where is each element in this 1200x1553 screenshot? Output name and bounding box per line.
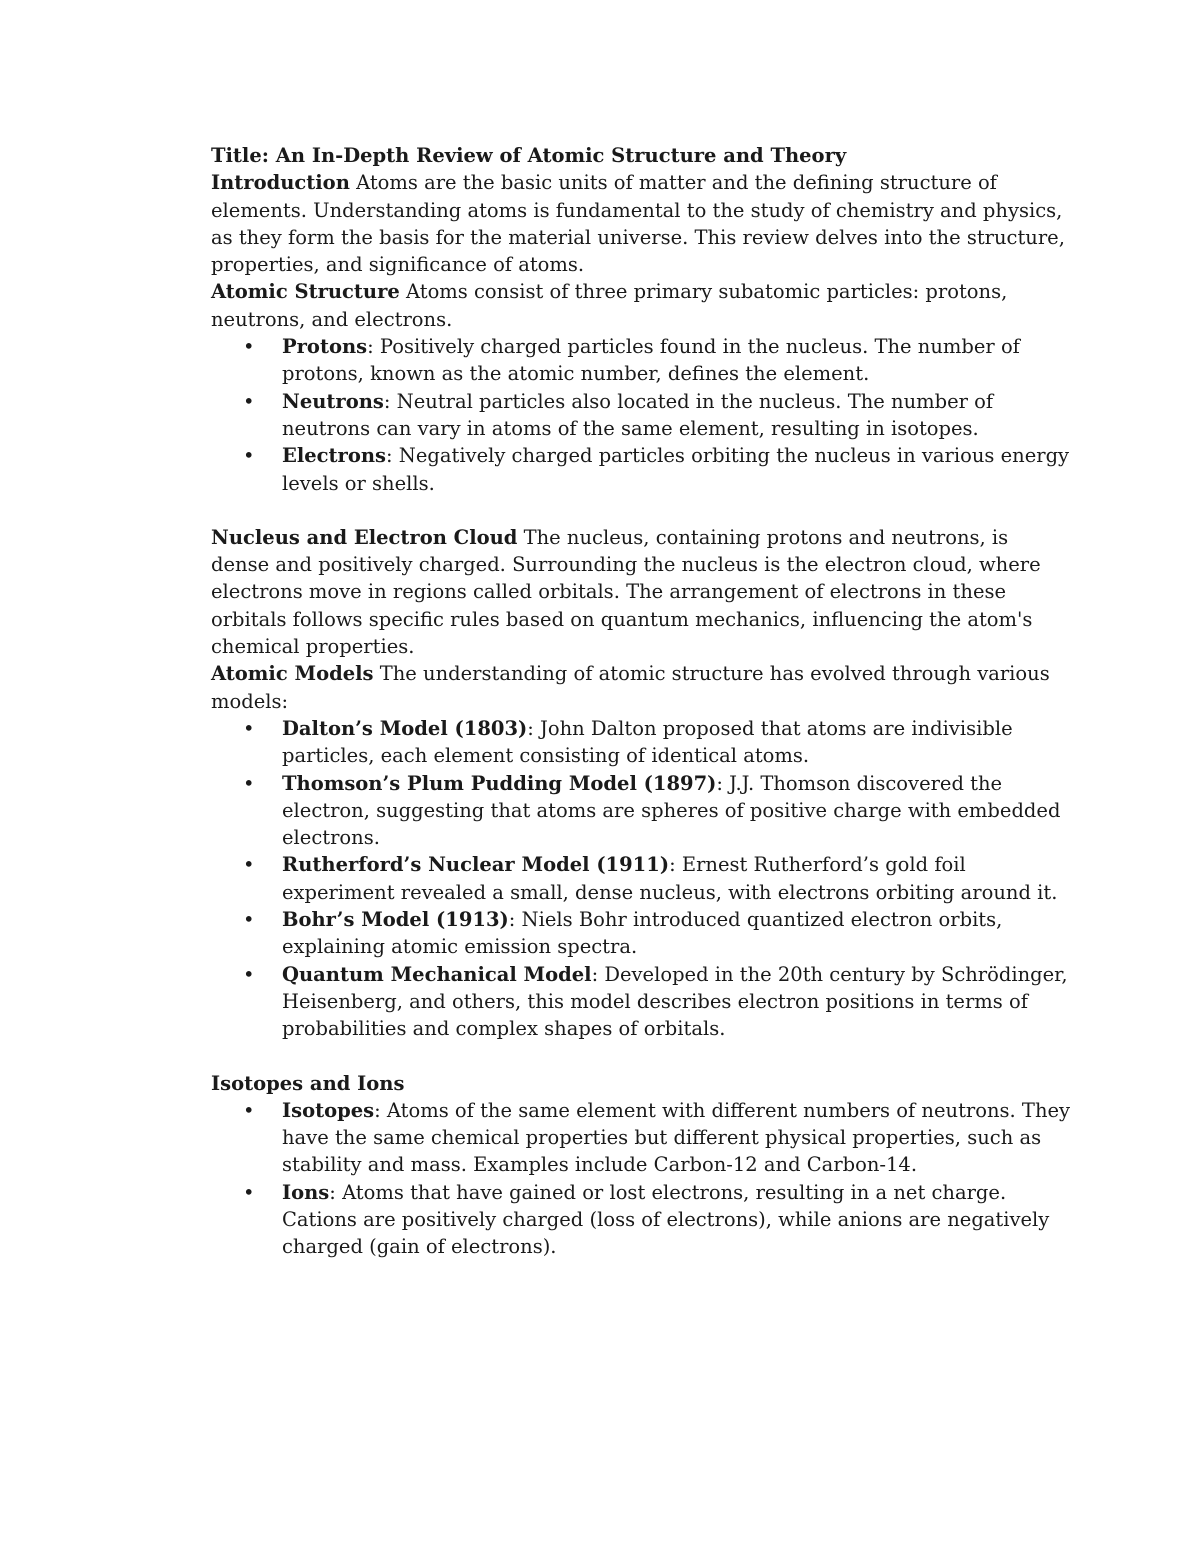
document-title: Title: An In-Depth Review of Atomic Structure and Theory	[211, 144, 847, 167]
atomic-structure-paragraph	[211, 278, 1071, 333]
atomic-models-text: The understanding of atomic structure has evolved through various models:	[211, 662, 1050, 713]
introduction-paragraph	[211, 169, 1071, 278]
list-item-term: Protons	[282, 335, 368, 359]
list-item-text: : Neutral particles also located in the nucleus. The number of neutrons can vary in atoms of the same element, resulting in isotopes.	[282, 389, 994, 440]
list-item	[211, 851, 1071, 906]
list-item-text: : Ernest Rutherford’s gold foil experiment revealed a small, dense nucleus, with electrons orbiting around it.	[282, 853, 1058, 904]
bullet-icon: •	[243, 389, 255, 413]
list-item-term: Bohr’s Model (1913)	[282, 908, 509, 932]
bullet-icon: •	[243, 444, 255, 468]
bullet-icon: •	[243, 1180, 255, 1204]
list-item-text: : Atoms of the same element with different numbers of neutrons. They have the same chemical properties but different physical properties, such as stability and mass. Examples include Carbon-12 and Carbon-14.	[282, 1098, 1071, 1177]
list-item-term: Quantum Mechanical Model	[282, 962, 592, 986]
list-item-text: : Atoms that have gained or lost electrons, resulting in a net charge. Cations are positively charged (loss of electrons), while anions are negatively charged (gain of electrons).	[282, 1180, 1050, 1259]
atomic-models-heading: Atomic Models	[211, 662, 374, 686]
list-item	[211, 715, 1071, 770]
bullet-icon: •	[243, 1098, 255, 1122]
bullet-icon: •	[243, 908, 255, 932]
list-item-term: Ions	[282, 1180, 330, 1204]
introduction-heading: Introduction	[211, 171, 350, 195]
atomic-structure-text: Atoms consist of three primary subatomic particles: protons, neutrons, and electrons.	[211, 280, 1008, 331]
list-item	[211, 770, 1071, 852]
bullet-icon: •	[243, 962, 255, 986]
list-item	[211, 442, 1071, 497]
document-page	[211, 142, 1071, 1288]
list-item-text: : Niels Bohr introduced quantized electron orbits, explaining atomic emission spectra.	[282, 908, 1003, 959]
nucleus-paragraph	[211, 524, 1071, 660]
list-item-term: Isotopes	[282, 1098, 375, 1122]
list-item	[211, 1179, 1071, 1261]
list-item	[211, 1097, 1071, 1179]
list-item-term: Thomson’s Plum Pudding Model (1897)	[282, 771, 717, 795]
list-item-text: : Positively charged particles found in the nucleus. The number of protons, known as the atomic number, defines the element.	[282, 335, 1020, 386]
introduction-text: Atoms are the basic units of matter and the defining structure of elements. Understanding atoms is fundamental to the study of chemistry and physics, as they form the basis for the material universe. This review delves into the structure, properties, and significance of atoms.	[211, 171, 1065, 277]
atomic-structure-heading: Atomic Structure	[211, 280, 400, 304]
list-item-term: Dalton’s Model (1803)	[282, 716, 528, 740]
list-item-term: Neutrons	[282, 389, 384, 413]
isotopes-ions-heading: Isotopes and Ions	[211, 1071, 405, 1095]
list-item-text: : Negatively charged particles orbiting the nucleus in various energy levels or shells.	[282, 444, 1070, 495]
list-item-text: : John Dalton proposed that atoms are indivisible particles, each element consisting of identical atoms.	[282, 716, 1013, 768]
bullet-icon: •	[243, 853, 255, 877]
particle-list	[211, 333, 1071, 497]
list-item-text: : Developed in the 20th century by Schrödinger, Heisenberg, and others, this model describes electron positions in terms of probabilities and complex shapes of orbitals.	[282, 962, 1068, 1041]
list-item-term: Rutherford’s Nuclear Model (1911)	[282, 853, 670, 877]
atomic-models-paragraph	[211, 660, 1071, 715]
nucleus-heading: Nucleus and Electron Cloud	[211, 525, 518, 549]
list-item-term: Electrons	[282, 444, 386, 468]
list-item	[211, 906, 1071, 961]
nucleus-text: The nucleus, containing protons and neutrons, is dense and positively charged. Surrounding the nucleus is the electron cloud, where electrons move in regions called orbitals. The arrangement of electrons in these orbitals follows specific rules based on quantum mechanics, influencing the atom's chemical properties.	[211, 525, 1041, 659]
bullet-icon: •	[243, 771, 255, 795]
list-item-text: : J.J. Thomson discovered the electron, suggesting that atoms are spheres of positive charge with embedded electrons.	[282, 771, 1061, 850]
models-list	[211, 715, 1071, 1043]
bullet-icon: •	[243, 716, 255, 740]
isotopes-ions-list	[211, 1097, 1071, 1261]
list-item	[211, 961, 1071, 1043]
bullet-icon: •	[243, 335, 255, 359]
list-item	[211, 388, 1071, 443]
list-item	[211, 333, 1071, 388]
